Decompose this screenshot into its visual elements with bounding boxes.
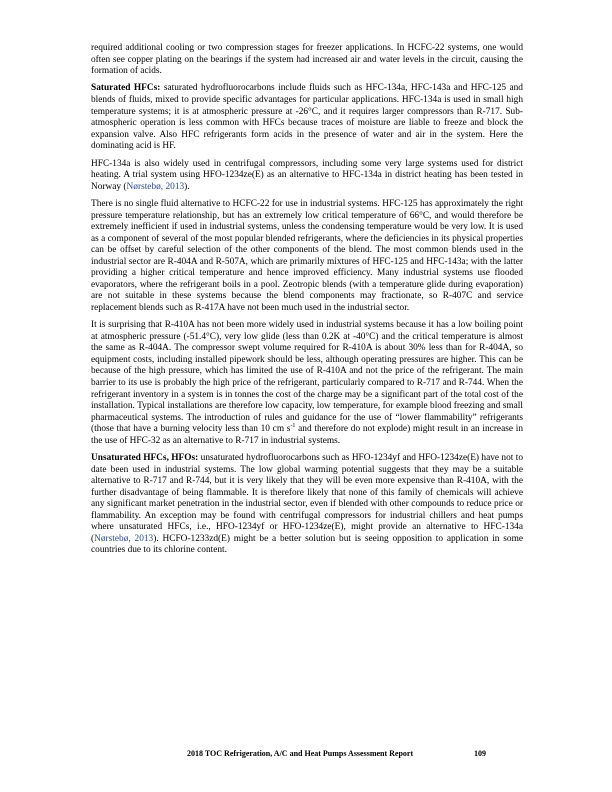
paragraph-saturated-hfcs: Saturated HFCs: saturated hydrofluorocarbons include fluids such as HFC-134a, HFC-143a and HFC-125 and blends of fluids, mixed to provide specific advantages for particular applications. HFC-134a is used in small high temperature systems; it is at atmospheric pressure at -26°C, and it requires larger compressors than R-717. Sub-atmospheric operation is less common with HFCs because traces of moisture are liable to freeze and block the expansion valve. Also HFC refrigerants form acids in the presence of water and air in the system. Here the dominating acid is HF. [91,83,523,152]
paragraph-r410a: It is surprising that R-410A has not been more widely used in industrial systems because it has a low boiling point at atmospheric pressure (-51.4°C), very low glide (less than 0.2K at -40°C) and the critical temperature is almost the same as R-404A. The compressor swept volume required for R-410A is about 30% less than for R-404A, so equipment costs, including installed pipework should be less, although operating pressures are higher. This can be because of the high pressure, which has limited the use of R-410A and not the price of the refrigerant. The main barrier to its use is probably the high price of the refrigerant, particularly compared to R-717 and R-744. When the refrigerant inventory in a system is in tonnes the cost of the charge may be a significant part of the total cost of the installation. Typical installations are therefore low capacity, low temperature, for example blood freezing and small pharmaceutical systems. The introduction of rules and guidance for the use of “lower flammability” refrigerants (those that have a burning velocity less than 10 cm $s^{-1}$ and therefore do not explode) might result in an increase in the use of HFC-32 as an alternative to R-717 in industrial systems. [91,320,523,446]
footer-title: 2018 TOC Refrigeration, A/C and Heat Pumps Assessment Report [187,749,414,758]
page-number: 109 [474,749,486,758]
superscript: -1 [290,423,296,430]
section-heading-saturated-hfcs: Saturated HFCs: [91,83,161,94]
citation-link[interactable]: Nørstebø, 2013 [126,181,185,192]
paragraph-continuation: required additional cooling or two compression stages for freezer applications. In HCFC-22 systems, one would often see copper plating on the bearings if the system had increased air and water levels in the circuit, causing the formation of acids. [91,43,523,77]
paragraph-unsaturated-hfcs: Unsaturated HFCs, HFOs: unsaturated hydrofluorocarbons such as HFO-1234yf and HFO-1234ze(E) have not to date been used in industrial systems. The low global warming potential suggests that they may be a suitable alternative to R-717 and R-744, but it is very likely that they will be even more expensive than R-410A, with the further disadvantage of being flammable. It is therefore likely that none of this family of chemicals will achieve any significant market penetration in the industrial sector, even if blended with other compounds to reduce price or flammability. An exception may be found with centrifugal compressors for industrial chillers and heat pumps where unsaturated HFCs, i.e., HFO-1234yf or HFO-1234ze(E), might provide an alternative to HFC-134a (Nørstebø, 2013). HCFO-1233zd(E) might be a better solution but is seeing opposition to application in some countries due to its chlorine content. [91,453,524,556]
paragraph-hcfc22-alternatives: There is no single fluid alternative to HCFC-22 for use in industrial systems. HFC-125 has approximately the right pressure temperature relationship, but has an extremely low critical temperature of 66°C, and would therefore be extremely inefficient if used in industrial systems, unless the condensing temperature would be very low. It is used as a component of several of the most popular blended refrigerants, where the deficiencies in its physical properties can be offset by careful selection of the other components of the blend. The most common blends used in the industrial sector are R-404A and R-507A, which are primarily mixtures of HFC-125 and HFC-143a; with the latter providing a higher critical temperature and hence improved efficiency. Many industrial systems use flooded evaporators, where the refrigerant boils in a pool. Zeotropic blends (with a temperature glide during evaporation) are not suitable in these systems because the blend components may fractionate, so R-407C and service replacement blends such as R-417A have not been much used in the industrial sector. [91,198,523,313]
body-text [91,43,523,563]
citation-link[interactable]: Nørstebø, 2013 [94,533,154,544]
paragraph-centrifugal-compressors: HFC-134a is also widely used in centrifugal compressors, including some very large systems used for district heating. A trial system using HFO-1234ze(E) as an alternative to HFC-134a in district heating has been tested in Norway (Nørstebø, 2013). [91,158,523,192]
section-heading-unsaturated-hfcs: Unsaturated HFCs, HFOs: [91,453,199,464]
